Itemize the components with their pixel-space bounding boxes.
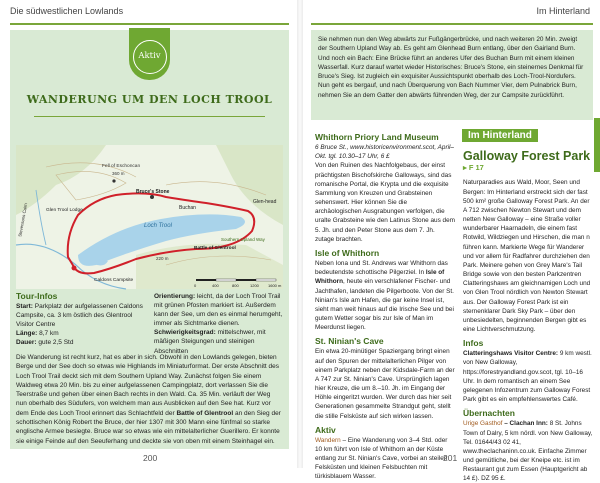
hinterland-tab: Im Hinterland <box>462 129 538 142</box>
scale-tick-1200: 1200 <box>250 283 259 288</box>
aktiv-box <box>10 30 289 449</box>
duration-text: gute 2,5 Std <box>38 339 74 347</box>
label-caldons-campsite: Caldons Campsite <box>94 278 134 283</box>
aktiv-badge <box>129 28 170 80</box>
cave-title: St. Ninian's Cave <box>315 336 384 347</box>
left-page <box>0 0 297 468</box>
start-text: Parkplatz der aufgelassenen Caldons Campsite, ca. 3 km östlich des Glentrool Visitor Centre <box>16 303 143 329</box>
isle-title: Isle of Whithorn <box>315 247 380 258</box>
priory-text: Von den Ruinen des Nachfolgebaus, der einst prächtigsten Bischofskirche Galloways, sind das romanische Portal, die Krypta und die exquisite Sammlung von Kreuzen und Grabsteinen sehenswert. Hier können Sie die archäologischen Ausgrabungen verfolgen, die uralte Grabsteine wie den Latinus Stone aus dem 5. Jh. und den Peter Stone aus dem 7. Jh. zutage brachten. <box>315 162 455 243</box>
stay-title: Übernachten <box>463 408 515 419</box>
label-360m: 360 m <box>112 171 125 176</box>
running-head-left: Die südwestlichen Lowlands <box>10 6 124 16</box>
tour-info-left <box>16 292 146 348</box>
map-reference: ▸ F 17 <box>463 163 484 173</box>
label-220m: 220 m <box>156 256 169 261</box>
start-label: Start: <box>16 303 33 311</box>
running-head-right: Im Hinterland <box>536 6 590 16</box>
stay-label: Urige Gasthof <box>463 420 503 428</box>
label-loch-trool: Loch Trool <box>144 223 172 229</box>
label-fell-of-eschoncan: Fell of Eschoncan <box>102 164 141 169</box>
duration-label: Dauer: <box>16 339 37 347</box>
tour-body-bold: Battle of Glentrool <box>176 409 234 417</box>
length-text: 8,7 km <box>39 330 59 338</box>
tour-info-right <box>154 292 284 356</box>
isle-text-b: , heute ein verschlafener Fischer- und Jachthafen, landeten die Pilgerboote. Von der St. Ninian's Isle am Hafen, die gar keine Insel ist, sieht man weit hinaus auf die Irische See und bei gutem Wetter sogar bis zur Isle of Man im Meerdunst liegen. <box>315 278 454 332</box>
tour-description <box>16 353 283 446</box>
isle-bold: Isle of Whithorn <box>315 269 445 286</box>
stay-name: – Clachan Inn: <box>504 420 548 428</box>
aktiv-text: – Eine Wanderung von 3–4 Std. oder 10 km führt von Isle of Whithorn an der Küste entlang zur St. Ninian's Cave, vorbei an steilen Felsküsten und kleinen Felsbuchten mit türkisblauem Wasser. <box>315 436 448 481</box>
priory-address: 6 Bruce St., www.historicenvironment.scot, April–Okt. tgl. 10.30–17 Uhr, 6 £ <box>315 144 454 161</box>
chapter-side-tab <box>594 118 600 172</box>
label-glen-head: Glen-head <box>253 199 277 205</box>
hiking-map <box>16 145 283 289</box>
tour-continuation-box: Sie nehmen nun den Weg abwärts zur Fußgängerbrücke, und nach weiteren 20 Min. zweigt der Southern Upland Way ab. Es geht am Glenhead Burn entlang, über den Gairland Burn. Und noch ein Bach: Eine Brücke führt an anderes Ufer des Buchan Burn mit einem kleinen Wasserfall. Kurz darauf wartet wieder Historisches: Bruce's Stone, ein steinernes Denkmal für Bruce's Sieg. Ist zugleich ein exquisiter Aussichtspunkt oberhalb des Loch-Trool-Nordufers. Nun geht es bergauf, und nach Überquerung von Bach Nummer Vier, dem Pulnabrick Burn, nehmen Sie an dem Gatter den abwärts führenden Weg, der zur Campsite zurückführt. <box>311 30 593 120</box>
scale-tick-400: 400 <box>212 283 219 288</box>
header-rule-right <box>311 23 593 25</box>
scale-tick-1600: 1600 m <box>268 283 282 288</box>
peak-marker <box>112 179 115 182</box>
orientation-text: leicht, da der Loch Trool Trail mit grünen Pfosten markiert ist. Außerdem kann der See, um den es einmal herumgeht, immer als Sichtmarke dienen. <box>154 293 283 328</box>
label-stevensons-cairn: Stevensons Cairn <box>17 202 29 238</box>
priory-title: Whithorn Priory Land Museum <box>315 132 439 142</box>
visitor-label: Clatteringshaws Visitor Centre: <box>463 350 559 358</box>
length-label: Länge: <box>16 330 38 338</box>
visitor-text: 9 km westl. von New Galloway, https://forestryandland.gov.scot, tgl. 10–16 Uhr. In dem romantisch an einem See gelegenen Infozentrum zum Galloway Forest Park gibt es ein empfehlenswertes Café. <box>463 350 592 404</box>
right-column-right <box>463 129 593 483</box>
aktiv-badge-label: Aktiv <box>133 40 167 74</box>
scale-tick-0: 0 <box>194 283 197 288</box>
page-number-left: 200 <box>143 453 158 463</box>
aktiv-label: Wandern <box>315 436 341 444</box>
scale-tick-800: 800 <box>232 283 239 288</box>
label-battle-of-glentrool: Battle of Glentrool <box>194 246 236 251</box>
difficulty-text: mittelschwer, mit mäßigen Steigungen und steinigen Abschnitten <box>154 329 266 355</box>
park-title: Galloway Forest Park <box>463 149 591 164</box>
infos-title: Infos <box>463 338 484 349</box>
right-column-left <box>315 132 458 482</box>
start-marker <box>72 266 77 271</box>
cave-text: Ein etwa 20-minütiger Spaziergang bringt einen auf den Spuren der mittelalterlichen Pilger von einem Parkplatz neben der Kidsdale-Farm an der A 747 zur St. Ninian's Cave. Ursprünglich lagen hier Kreuze, die um 8.–10. Jh. im Eingang der Höhle eingeritzt wurden. Wer durch das hier seit Generationen gesammelte Strandgut geht, stellt die stille Felsküste auf sich wirken lassen. <box>315 348 455 420</box>
aktiv-title: Aktiv <box>315 424 336 435</box>
label-buchan: Buchan <box>179 205 196 211</box>
stay-text: 8 St. Johns Town of Dalry, 5 km nördl. von New Galloway, Tel. 01644/43 02 41, www.theclachaninn.co.uk. Einfache Zimmer und gemütliche, bei der Kneipe etc. ist im Restaurant gut zum Essen (Hauptgericht ab 14 £). DZ 95 £. <box>463 420 593 483</box>
label-bruces-stone: Bruce's Stone <box>136 189 170 195</box>
page-number-right: 201 <box>443 453 458 463</box>
right-page <box>303 0 600 483</box>
bruces-stone-marker <box>150 195 154 199</box>
isle-text-a: Neben Iona und St. Andrews war Whithorn das bedeutendste schottische Pilgerziel. In <box>315 260 448 277</box>
label-glen-trool-lodge: Glen Trool Lodge <box>46 208 83 213</box>
tour-info-heading: Tour-Infos <box>16 291 58 301</box>
title-divider <box>34 116 265 117</box>
label-southern-upland-way: Southern Upland Way <box>221 237 265 242</box>
tour-body-tail: an den Sieg der schottischen König Robert the Bruce, der hier 1307 mit 300 Mann eine fünfmal so starke englische Armee besiegte. Bruce war so etwas wie ein mittelalterlicher Guerillero. Er konnte sie einige Feinde auf den Seeuferhang und deckte sie von oben mit einem Steinhagel ein. <box>16 409 281 445</box>
park-text: Naturparadies aus Wald, Moor, Seen und Bergen: Im Hinterland erstreckt sich der fast 500 km² große Galloway Forest Park. An der A 712 zwischen Newton Stewart und dem netten New Galloway – eine Straße voller wunderbarer Haarnadeln, die einem fast Rotwild, Wildziegen und Hirschen, die man n führen kann. Markierte Wege für Wanderer und vor allem für Radfahrer durchziehen den Park. Meinere gehen von Grey Mare's Tail Bridge sowie von den besten Parkzentren Clatteringshaws am gleichnamigen Loch und von Glen Trool nördlich von Newton Stewart aus. Der Galloway Forest Park ist ein sternenklarer Dark Sky Park – über den unbesiedelten, beginnenden Bergen gibt es eine Lichtverschmutzung. <box>463 179 591 333</box>
tour-title: WANDERUNG UM DEN LOCH TROOL <box>26 93 273 106</box>
orientation-label: Orientierung: <box>154 293 196 300</box>
header-rule-left <box>10 23 289 25</box>
tour-body-text: Die Wanderung ist recht kurz, hat es aber in sich. Obwohl in den Lowlands gelegen, bieten Berge und der See doch so etwas wie Highlands im Miniaturformat. Der erste Abschnitt des Loch Trool Trail deckt sich mit dem Southern Upland Way. Zunächst folgen Sie einem Waldweg etwa 20 Min. bis zu einer aufgelassenen Campingplatz, dort verlassen Sie die Teerstraße und gehen über einen Bach rechts in den Wald. Ca. 35 Min. verläuft der Weg nun oberhalb des Südufers, von welchem man aus Ausblicken auf den See hat. Kurz vor dem Ende des Loch Trool erinnert das Schlachtfeld der <box>16 354 280 417</box>
difficulty-label: Schwierigkeitsgrad: <box>154 329 216 337</box>
